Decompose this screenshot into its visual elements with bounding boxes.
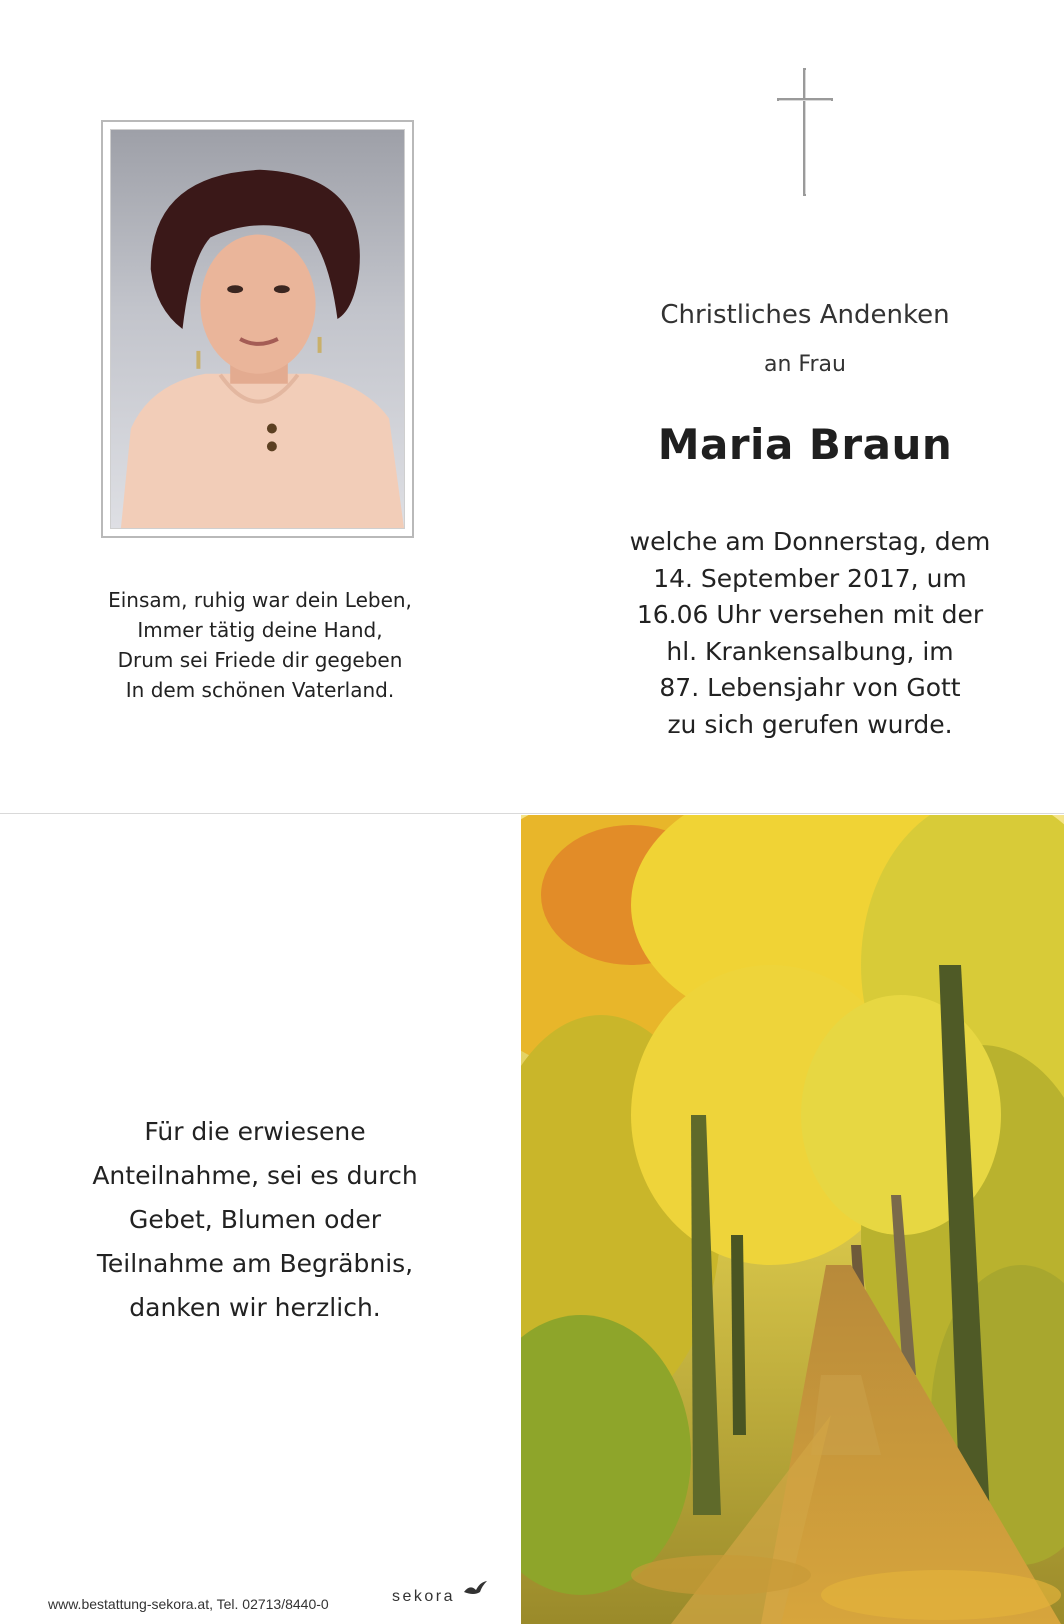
announcement-line: 16.06 Uhr versehen mit der bbox=[636, 600, 984, 629]
thanks-line: Teilnahme am Begräbnis, bbox=[96, 1249, 414, 1278]
announcement-line: hl. Krankensalbung, im bbox=[666, 636, 954, 666]
poem-line: Immer tätig deine Hand, bbox=[137, 618, 383, 642]
heading: Christliches Andenken bbox=[660, 300, 950, 330]
forest-path-photo bbox=[521, 815, 1064, 1624]
thanks-line: Gebet, Blumen oder bbox=[129, 1205, 381, 1234]
cross-icon bbox=[775, 68, 835, 198]
fold-divider bbox=[0, 813, 1064, 814]
forest-illustration bbox=[521, 815, 1064, 1624]
portrait-illustration bbox=[111, 130, 404, 528]
announcement-line: welche am Donnerstag, dem bbox=[629, 527, 991, 556]
announcement-line: zu sich gerufen wurde. bbox=[667, 709, 953, 739]
announcement-line: 87. Lebensjahr von Gott bbox=[659, 673, 961, 702]
announcement bbox=[590, 524, 1030, 743]
bird-icon bbox=[462, 1580, 488, 1598]
thanks-line: Anteilnahme, sei es durch bbox=[92, 1161, 418, 1190]
thanks-line: Für die erwiesene bbox=[144, 1117, 366, 1146]
deceased-name: Maria Braun bbox=[657, 420, 953, 469]
announcement-line: 14. September 2017, um bbox=[653, 563, 967, 593]
thanks-line: danken wir herzlich. bbox=[129, 1293, 381, 1322]
portrait-frame bbox=[101, 120, 414, 538]
sekora-logo: sekora bbox=[392, 1588, 456, 1605]
footer-contact: www.bestattung-sekora.at, Tel. 02713/8440-0 bbox=[48, 1596, 329, 1612]
thanks-text bbox=[60, 1110, 450, 1330]
poem-line: Drum sei Friede dir gegeben bbox=[117, 648, 403, 672]
poem bbox=[60, 585, 460, 705]
portrait-photo bbox=[110, 129, 405, 529]
poem-line: In dem schönen Vaterland. bbox=[125, 678, 395, 702]
poem-line: Einsam, ruhig war dein Leben, bbox=[108, 588, 412, 612]
salutation: an Frau bbox=[764, 352, 846, 377]
